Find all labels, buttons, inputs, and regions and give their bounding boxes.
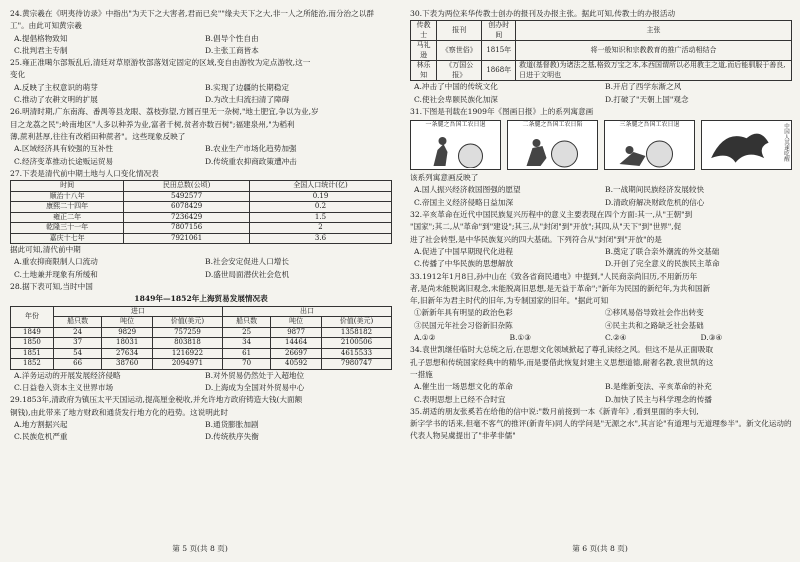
question-26-stem-line3: 薄,蔗利甚厚,往往有改稻田种蔗者"。这些现象反映了 (10, 131, 186, 141)
cartoon-side-caption: 中国人其速吃醒 (783, 123, 789, 162)
question-32-stem-line2: "国家";其二,从"革命"到"建设";其三,从"封闭"到"开放";其四,从"天下"到"世界",促 (410, 222, 682, 232)
table-header: 船只数 (53, 317, 101, 328)
question-35-stem-line1: 35.胡适的朋友张奚若在给他的信中说:"数月前接到一本《新青年》,看到里面的李大钊, (410, 406, 699, 416)
option-c: C.土地兼并现象有所缓和 (14, 269, 98, 279)
question-32-stem-line1: 32.辛亥革命在近代中国民族复兴历程中的意义主要表现在四个方面:其一,从"王朝"到 (410, 210, 693, 220)
table-cell: 26697 (271, 348, 322, 359)
table-header: 民田总数(公顷) (124, 181, 250, 192)
question-31-options (410, 184, 792, 209)
table-cell: 38760 (102, 359, 153, 370)
option-a: A.①② (414, 333, 436, 343)
table-cell: 乾隆三十一年 (11, 223, 124, 234)
question-29-options (10, 419, 392, 444)
option-d: D.传统重农抑商政策遭冲击 (205, 156, 297, 166)
table-cell: 34 (222, 338, 270, 349)
option-b: B.农业生产市场化趋势加强 (205, 144, 297, 154)
table-cell: 1851 (11, 348, 54, 359)
cartoon-figure-icon (411, 130, 500, 168)
option-c: C.帝国主义经济侵略日益加深 (414, 197, 514, 207)
left-column (10, 8, 392, 443)
cartoon-series (410, 120, 792, 170)
table-cell: 3.6 (250, 233, 392, 244)
option-b: B.奠定了联合亲外潮流的外交基础 (605, 246, 720, 256)
question-32-options (410, 246, 792, 271)
table-cell: 嘉庆十七年 (11, 233, 124, 244)
trade-table-title: 1849年—1852年上海贸易发展情况表 (134, 294, 268, 304)
table-cell: 25 (222, 327, 270, 338)
question-24-stem: 24.黄宗羲在《明夷待访录》中指出"为天下之大害者,君而已矣""缘夫天下之大,非一人之所能治,而分治之以群工"。由此可知黄宗羲 (10, 9, 374, 31)
table-cell: 1358182 (321, 327, 391, 338)
question-27-stem: 27.下表是清代前中期土地与人口变化情况表 (10, 168, 159, 178)
option-a: A.重农抑商限制人口流动 (14, 257, 98, 267)
option-c: C.经济变革推动长途贩运贸易 (14, 156, 114, 166)
table-cell: 7921061 (124, 233, 250, 244)
table-header: 年份 (11, 306, 54, 327)
table-cell: 9829 (102, 327, 153, 338)
table-cell: 救道(基督教)为诸法之基,格致万宝之本,本西国谓所以必用教主之道,而后能驯服于善良,日进于文明也 (516, 61, 792, 81)
question-33-items (410, 307, 792, 332)
cartoon-figure-icon (605, 130, 694, 168)
option-c: C.②④ (605, 333, 627, 343)
question-30-options (410, 81, 792, 106)
table-cell: 61 (222, 348, 270, 359)
option-c: C.使社会卑颐民族化加深 (414, 94, 498, 104)
option-c: C.批判君主专制 (14, 45, 68, 55)
table-group-header: 出口 (222, 306, 391, 317)
question-28-options (10, 370, 392, 395)
question-27-options (10, 256, 392, 281)
question-31-stem: 31.下图是刊载在1909年《图画日报》上的系列寓意画 (410, 106, 594, 116)
question-25-stem-line2: 变化 (10, 70, 26, 80)
option-a: A.冲击了中国的传统文化 (414, 82, 498, 92)
page-footer: 第 6 页(共 8 页) (572, 544, 628, 553)
question-29 (10, 394, 392, 443)
option-b: B.①③ (509, 333, 532, 343)
table-header: 价值(美元) (152, 317, 222, 328)
option-a: A.国人振兴经济救国图强的愿望 (414, 185, 521, 195)
table-cell: 2 (250, 223, 392, 234)
question-34-options (410, 381, 792, 406)
option-d: D.开创了完全意义的民族民主革命 (605, 259, 720, 269)
table-cell: 6078429 (124, 202, 250, 213)
table-header: 吨位 (271, 317, 322, 328)
question-33-stem-line1: 33.1912年1月8日,孙中山在《致各省商民通电》中提到,"人民商亲尚旧历,不用新历年 (410, 271, 698, 281)
table-cell: 757259 (152, 327, 222, 338)
question-34-stem-line1: 34.袁世凯继任临时大总统之后,在思想文化领域掀起了尊孔读经之风。但这不是从正面吸取 (410, 345, 714, 355)
question-29-stem-line2: 铜钱),由此带来了地方财政和通货发行地方化的趋势。这说明此时 (10, 407, 228, 417)
statement-item: ②移风易俗导致社会作出转变 (605, 308, 704, 318)
cartoon-panel-1 (410, 120, 501, 170)
table-cell: 康熙二十四年 (11, 202, 124, 213)
table-cell: 7980747 (321, 359, 391, 370)
table-row (11, 212, 392, 223)
table-cell: 70 (222, 359, 270, 370)
option-a: A.洋务运动的开展发展经济侵略 (14, 370, 121, 380)
question-24-options (10, 33, 392, 58)
option-d: D.打破了"天朝上国"观念 (605, 94, 689, 104)
option-b: B.实现了边疆的长期稳定 (205, 82, 289, 92)
table-row (411, 41, 792, 61)
option-d: D.主张工商皆本 (205, 45, 259, 55)
option-b: B.一战期间民族经济发展较快 (605, 185, 705, 195)
question-33 (410, 271, 792, 345)
table-cell: 0.2 (250, 202, 392, 213)
question-25-options (10, 82, 392, 107)
question-27-after: 据此可知,清代前中期 (10, 245, 81, 255)
statement-item: ③民国元年社会习俗新旧杂陈 (414, 320, 513, 330)
table-row (11, 338, 392, 349)
table-row (11, 223, 392, 234)
table-cell: 4615533 (321, 348, 391, 359)
table-row (11, 359, 392, 370)
option-a: A.提倡格物致知 (14, 33, 68, 43)
table-header: 船只数 (222, 317, 270, 328)
question-28 (10, 281, 392, 394)
table-cell: 7807156 (124, 223, 250, 234)
option-b: B.社会安定促进人口增长 (205, 257, 289, 267)
option-d: D.③④ (700, 333, 723, 343)
option-b: B.倡导个性自由 (205, 33, 259, 43)
option-c: C.民族危机严重 (14, 432, 68, 442)
table-cell: 1815年 (482, 41, 516, 61)
question-33-stem-line2: 者,是尚未能脱离旧观念,未能脱离旧思想,是无益于革命";"新年为民国的新纪年,为共和国新 (410, 283, 711, 293)
cartoon-panel-2 (507, 120, 598, 170)
table-cell: 1868年 (482, 61, 516, 81)
table-header: 报刊 (437, 21, 482, 41)
table-header: 创办时间 (482, 21, 516, 41)
question-30-stem: 30.下表为两位来华传教士创办的报刊及办报主张。据此可知,传教士的办报活动 (410, 9, 676, 18)
table-cell: 803818 (152, 338, 222, 349)
table-cell: 1850 (11, 338, 54, 349)
table-row (11, 191, 392, 202)
table-cell: 18031 (102, 338, 153, 349)
question-31-after: 该系列寓意画反映了 (410, 173, 479, 183)
question-32 (410, 209, 792, 270)
option-c: C.传播了中华民族的思想解放 (414, 259, 514, 269)
table-cell: 37 (53, 338, 101, 349)
option-a: A.催生出一场思想文化的革命 (414, 382, 514, 392)
table-cell: 将一般知识和宗教教育的推广活动相结合 (516, 41, 792, 61)
table-cell: 《万国公报》 (437, 61, 482, 81)
table-cell: 雍正二年 (11, 212, 124, 223)
cartoon-caption: 一条腿之吾国工农日退 (425, 121, 486, 129)
table-cell: 27634 (102, 348, 153, 359)
table-row (11, 233, 392, 244)
table-row (11, 202, 392, 213)
dragon-icon (702, 125, 791, 167)
right-page (400, 0, 800, 562)
table-cell: 40592 (271, 359, 322, 370)
cartoon-panel-4 (701, 120, 792, 170)
option-b: B.开启了西学东渐之风 (605, 82, 682, 92)
cartoon-caption: 三条腿之吾国工农日退 (619, 121, 680, 129)
option-b: B.通货膨胀加剧 (205, 419, 259, 429)
table-cell: 1849 (11, 327, 54, 338)
option-d: D.上海成为全国对外贸易中心 (205, 382, 305, 392)
missionary-table (410, 20, 792, 81)
table-cell: 66 (53, 359, 101, 370)
statement-item: ①新新年具有明显的政治色彩 (414, 308, 513, 318)
cartoon-figure-icon (508, 130, 597, 168)
question-35-stem-line2: 新字学书的话来,但毫不客气的推评(新青年)同人的学问是"无源之水",其言论"有道理与无道理参半"。新文化运动的代表人物吴虞提出了"非孝非儒" (410, 419, 792, 441)
question-24 (10, 8, 392, 57)
question-30 (410, 8, 792, 106)
option-c: C.推动了农耕文明的扩展 (14, 95, 98, 105)
table-group-header: 进口 (53, 306, 222, 317)
question-27 (10, 168, 392, 281)
table-row (11, 327, 392, 338)
option-a: A.区域经济具有较强的互补性 (14, 144, 114, 154)
option-d: D.传统秩序失衡 (205, 432, 259, 442)
statement-item: ④民主共和之路缺乏社会基础 (605, 320, 704, 330)
table-cell: 林乐知 (411, 61, 437, 81)
question-26-stem-line2: 目之龙荔之民";岭南地区"人多以种养为业,富者千树,贫者亦数百树";福建泉州,"为稻利 (10, 119, 295, 129)
option-b: B.对外贸易仍然处于入超地位 (205, 370, 305, 380)
option-a: A.促进了中国早期现代化进程 (414, 246, 514, 256)
option-d: D.盛世局面潜伏社会危机 (205, 269, 290, 279)
table-cell: 14464 (271, 338, 322, 349)
table-cell: 2094971 (152, 359, 222, 370)
table-cell: 1852 (11, 359, 54, 370)
table-header: 全国人口统计(亿) (250, 181, 392, 192)
question-32-stem-line3: 进了社会转型,是中华民族复兴的四大基础。下列符合从"封闭"到"开放"的是 (410, 234, 662, 244)
table-cell: 2100506 (321, 338, 391, 349)
question-31 (410, 106, 792, 209)
table-cell: 54 (53, 348, 101, 359)
option-c: C.表明思想上已经不合时宜 (414, 394, 506, 404)
table-cell: 1216922 (152, 348, 222, 359)
table-cell: 7236429 (124, 212, 250, 223)
table-cell: 9877 (271, 327, 322, 338)
table-header: 时间 (11, 181, 124, 192)
cartoon-panel-3 (604, 120, 695, 170)
question-34-stem-line3: 一措施 (410, 369, 433, 379)
table-cell: 0.19 (250, 191, 392, 202)
question-26 (10, 106, 392, 167)
table-header: 价值(美元) (321, 317, 391, 328)
question-34 (410, 344, 792, 405)
table-header: 主张 (516, 21, 792, 41)
question-34-stem-line2: 孔子思想和传统国家经典中的精华,而是要借此恢复封建主义思想道德,耐奢名教,袁世凯的这 (410, 357, 714, 367)
table-cell: 24 (53, 327, 101, 338)
question-25-stem-line1: 25.雍正准噶尔部叛乱后,清廷对草原游牧部落划定固定的区域,变自由游牧为定点游牧,这一 (10, 58, 311, 68)
cartoon-caption: 二条腿之吾国工农日陷 (522, 121, 583, 129)
question-29-stem-line1: 29.1853年,清政府为镇压太平天国运动,提高厘金税收,并允许地方政府铸造大钱(大面额 (10, 395, 303, 405)
question-28-stem: 28.据下表可知,当时中国 (10, 282, 93, 292)
option-a: A.地方割据兴起 (14, 419, 68, 429)
table-cell: 1.5 (250, 212, 392, 223)
question-35 (410, 406, 792, 443)
option-c: C.日益卷入资本主义世界市场 (14, 382, 114, 392)
table-row (11, 348, 392, 359)
option-d: D.清政府解决财政危机的信心 (605, 197, 705, 207)
option-d: D.为改土归流扫清了障碍 (205, 95, 290, 105)
table-cell: 马礼逊 (411, 41, 437, 61)
page-footer: 第 5 页(共 8 页) (172, 544, 228, 553)
table-row (411, 61, 792, 81)
option-d: D.加快了民主与科学理念的传播 (605, 394, 712, 404)
shanghai-trade-table (10, 306, 392, 370)
right-column (410, 8, 792, 443)
option-a: A.反映了主权意识的萌芽 (14, 82, 98, 92)
table-header: 吨位 (102, 317, 153, 328)
question-25 (10, 57, 392, 106)
option-b: B.是维新变法、辛亥革命的补充 (605, 382, 712, 392)
question-33-options (410, 332, 792, 344)
table-cell: 顺治十八年 (11, 191, 124, 202)
table-header: 传教士 (411, 21, 437, 41)
question-33-stem-line3: 年,旧新年为君主时代的旧年,为专制国家的旧年。"据此可知 (410, 296, 609, 306)
land-population-table (10, 180, 392, 244)
question-26-options (10, 143, 392, 168)
question-26-stem-line1: 26.明清时期,广东南海、番禺等县龙眼、荔枝弥望,方圆百里无一杂树,"地土肥宜,争以为业,岁 (10, 107, 319, 117)
table-cell: 《察世俗》 (437, 41, 482, 61)
table-cell: 5492577 (124, 191, 250, 202)
